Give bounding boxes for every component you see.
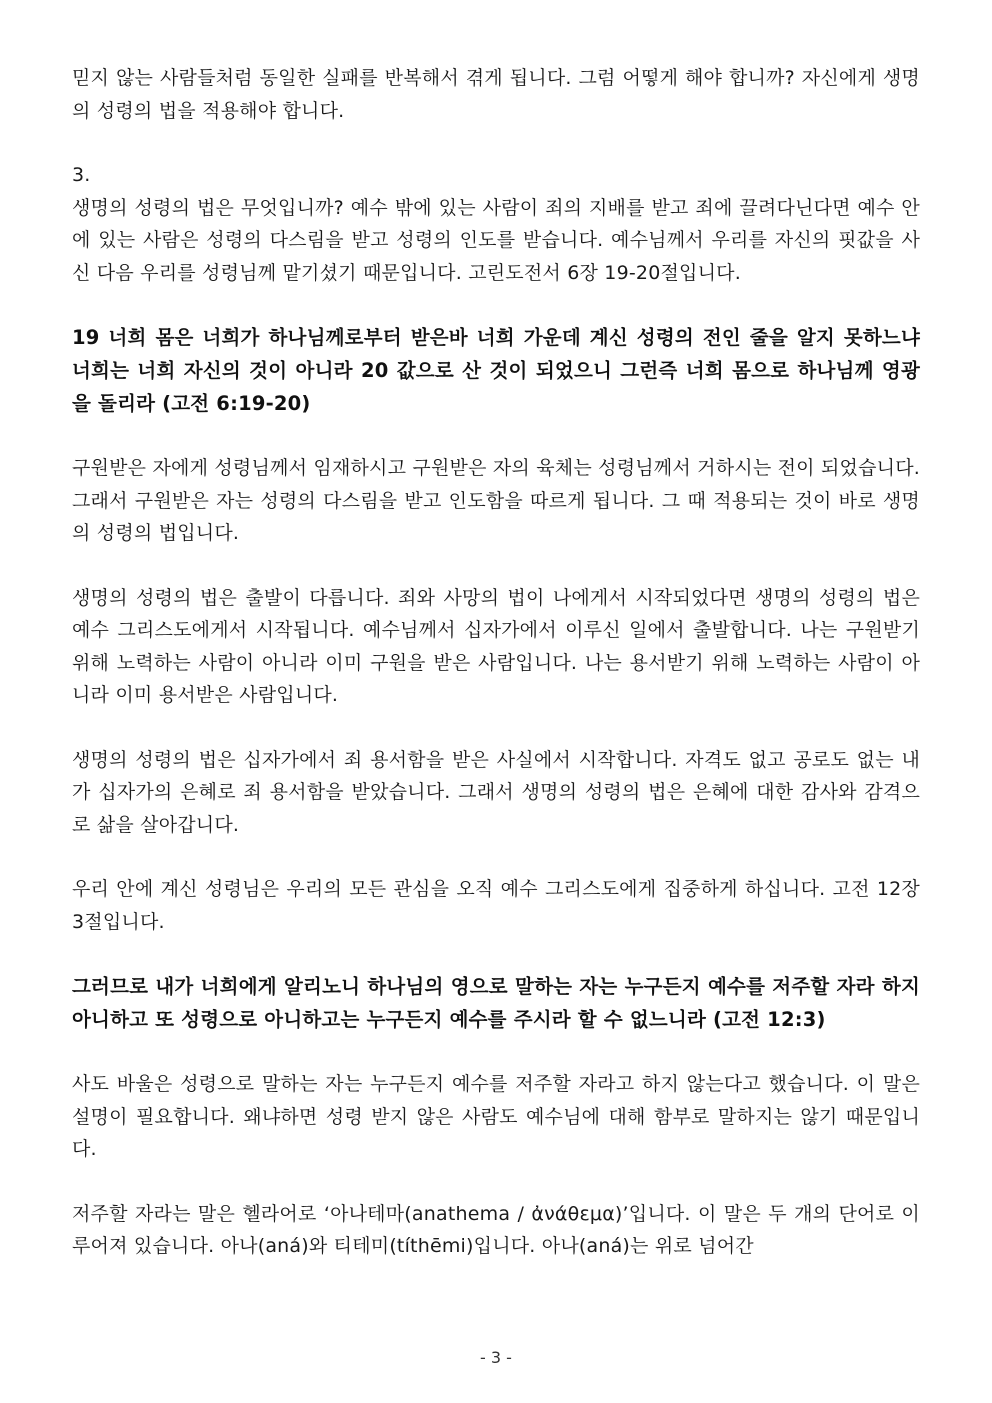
scripture-quote-1cor-6: 19 너희 몸은 너희가 하나님께로부터 받은바 너희 가운데 계신 성령의 전인 줄을 알지 못하느냐 너희는 너희 자신의 것이 아니라 20 값으로 산 것이 되었으니 그런즉 너희 몸으로 하나님께 영광을 돌리라 (고전 6:19-20)	[72, 326, 920, 415]
section-number: 3.	[72, 164, 91, 186]
document-body	[72, 62, 920, 1263]
paragraph-intro: 믿지 않는 사람들처럼 동일한 실패를 반복해서 겪게 됩니다. 그럼 어떻게 해야 합니까? 자신에게 생명의 성령의 법을 적용해야 합니다.	[72, 67, 920, 122]
paragraph-anathema: 저주할 자라는 말은 헬라어로 ‘아나테마(anathema / ἀνάθεμα)’입니다. 이 말은 두 개의 단어로 이루어져 있습니다. 아나(aná)와 티테미(títhēmi)입니다. 아나(aná)는 위로 넘어간	[72, 1202, 920, 1257]
scripture-quote-1cor-12: 그러므로 내가 너희에게 알리노니 하나님의 영으로 말하는 자는 누구든지 예수를 저주할 자라 하지 아니하고 또 성령으로 아니하고는 누구든지 예수를 주시라 할 수 없느니라 (고전 12:3)	[72, 975, 920, 1031]
paragraph-forgiveness: 생명의 성령의 법은 십자가에서 죄 용서함을 받은 사실에서 시작합니다. 자격도 없고 공로도 없는 내가 십자가의 은혜로 죄 용서함을 받았습니다. 그래서 생명의 성령의 법은 은혜에 대한 감사와 감격으로 삶을 살아갑니다.	[72, 748, 920, 836]
page-number: - 3 -	[480, 1348, 512, 1367]
paragraph-saved-temple: 구원받은 자에게 성령님께서 임재하시고 구원받은 자의 육체는 성령님께서 거하시는 전이 되었습니다. 그래서 구원받은 자는 성령의 다스림을 받고 인도함을 따르게 됩니다. 그 때 적용되는 것이 바로 생명의 성령의 법입니다.	[72, 457, 920, 544]
paragraph-paul-explains: 사도 바울은 성령으로 말하는 자는 누구든지 예수를 저주할 자라고 하지 않는다고 했습니다. 이 말은 설명이 필요합니다. 왜냐하면 성령 받지 않은 사람도 예수님에 대해 함부로 말하지는 않기 때문입니다.	[72, 1073, 920, 1160]
paragraph-different-start: 생명의 성령의 법은 출발이 다릅니다. 죄와 사망의 법이 나에게서 시작되었다면 생명의 성령의 법은 예수 그리스도에게서 시작됩니다. 예수님께서 십자가에서 이루신 일에서 출발합니다. 나는 구원받기 위해 노력하는 사람이 아니라 이미 구원을 받은 사람입니다. 나는 용서받기 위해 노력하는 사람이 아니라 이미 용서받은 사람입니다.	[72, 586, 920, 706]
paragraph-law-of-spirit: 생명의 성령의 법은 무엇입니까? 예수 밖에 있는 사람이 죄의 지배를 받고 죄에 끌려다닌다면 예수 안에 있는 사람은 성령의 다스림을 받고 성령의 인도를 받습니다. 예수님께서 우리를 자신의 핏값을 사신 다음 우리를 성령님께 맡기셨기 때문입니다. 고린도전서 6장 19-20절입니다.	[72, 196, 920, 284]
paragraph-focus-christ: 우리 안에 계신 성령님은 우리의 모든 관심을 오직 예수 그리스도에게 집중하게 하십니다. 고전 12장 3절입니다.	[72, 878, 920, 933]
